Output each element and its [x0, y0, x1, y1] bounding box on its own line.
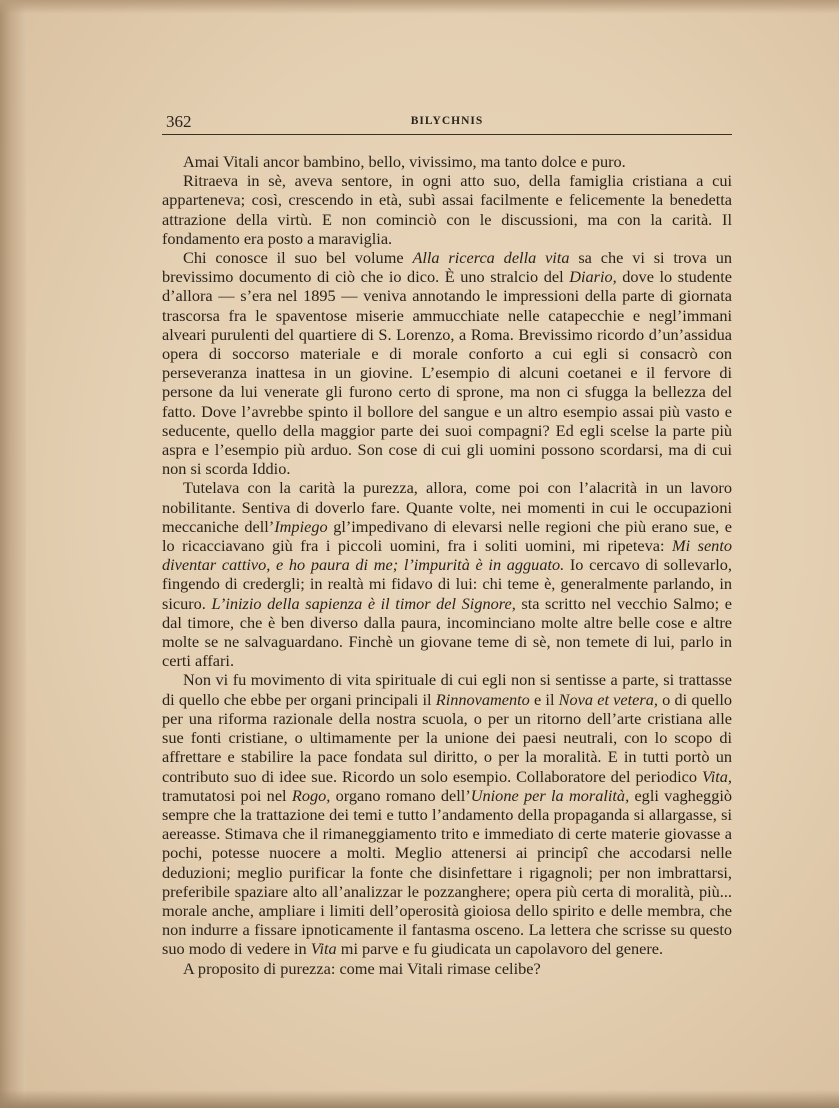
header-rule	[162, 134, 732, 135]
paragraph	[162, 478, 732, 670]
italic-text-run: Vita,	[702, 766, 732, 786]
text-run: Amai Vitali ancor bambino, bello, vivissimo, ma tanto dolce e puro.	[183, 152, 626, 171]
text-run: Io cercavo di sollevarlo, fingendo di credergli; in realtà mi fidavo di lui: chi teme è, generalmente parlando, in sicuro.	[162, 555, 733, 613]
text-run: A proposito di purezza: come mai Vitali rimase celibe?	[183, 958, 541, 978]
page-header	[162, 110, 732, 134]
paragraph	[162, 152, 732, 171]
text-run: Chi conosce il suo bel volume	[183, 248, 413, 268]
italic-text-run: Vita	[310, 939, 337, 959]
body-text	[162, 152, 732, 978]
paragraph	[162, 670, 732, 958]
text-run: egli vagheggiò sempre che la trattazione dei temi e tutto l’andamento della propaganda si allargasse, si aereasse. Stimava che il rimaneggiamento trito e immediato di certe materie giovasse a pochi, potesse nuocere a molti. Meglio attenersi ai principî che accodarsi nelle deduzioni; meglio purificar la fonte che disinfettare i rigagnoli; per non imbrattarsi, preferibile spaziare alto all’analizzar le pozzanghere; opera più certa di moralità, più... morale anche, ampliare i limiti dell’operosità gioiosa dello spirito e delle membra, che non indurre a fissare ipnoticamente il fantasma osceno. La lettera che scrisse su questo suo modo di vedere in	[162, 785, 732, 959]
page-spine-shadow	[0, 0, 26, 1108]
text-run: sta scritto nel vecchio Salmo; e dal timore, che è ben diverso dalla paura, incominciano molte altre belle cose e altre molte se ne salvaguardano. Finchè un giovane teme di sè, non temete di lui, parlo in certi affari.	[162, 593, 732, 671]
italic-text-run: Rogo,	[291, 785, 331, 805]
text-run: o di quello per una riforma razionale della nostra scuola, o per un ritorno dell’arte cristiana alle sue fonti cristiane, o ultimamente per la unione dei paesi neutrali, con lo scopo di affrettare e stabilire la pace fondata sul diritto, o per la moralità. E in tutti portò un contributo suo di idee sue. Ricordo un solo esempio. Collaboratore del periodico	[162, 689, 733, 786]
paragraph	[162, 959, 732, 978]
text-run: Ritraeva in sè, aveva sentore, in ogni atto suo, della famiglia cristiana a cui apparteneva; così, crescendo in età, subì assai facilmente e felicemente la benedetta attrazione della virtù. E non cominciò con le discussioni, ma con la carità. Il fondamento era posto a maraviglia.	[162, 171, 732, 248]
page-number: 362	[166, 112, 192, 131]
italic-text-run: Diario,	[569, 267, 617, 287]
page-bottom-edge	[0, 1090, 839, 1108]
italic-text-run: Unione per la moralità,	[470, 785, 630, 805]
text-run: e il	[529, 689, 559, 709]
page-top-edge	[0, 0, 839, 14]
italic-text-run: Nova et vetera,	[558, 689, 658, 709]
text-run: organo romano dell’	[330, 785, 471, 805]
paragraph	[162, 171, 732, 248]
italic-text-run: Rinnovamento	[435, 689, 530, 709]
text-run: dove lo studente d’allora — s’era nel 1895 — veniva annotando le impressioni della parte di giornata trascorsa fra le spaventose miserie ammucchiate nelle catapecchie e negl’immani alveari purulenti del quartiere di S. Lorenzo, a Roma. Brevissimo ricordo d’un’assidua opera di soccorso materiale e di morale conforto a cui egli si consacrò con perseveranza inattesa in un giovine. L’esempio di alcuni coetanei e il fervore di persone da lui venerate gli furono certo di sprone, ma non ci sfugga la bellezza del fatto. Dove l’avrebbe spinto il bollore del sangue e un altro esempio assai più vasto e seducente, quello della maggior parte dei suoi compagni? Ed egli scelse la parte più aspra e l’esempio più arduo. Son cose di cui gli uomini possono scordarsi, ma di cui non si scorda Iddio.	[162, 267, 732, 479]
text-run: tramutatosi poi nel	[162, 785, 292, 805]
italic-text-run: L’inizio della sapienza è il timor del Signore,	[211, 593, 516, 613]
italic-text-run: Alla ricerca della vita	[412, 248, 570, 268]
text-run: Non vi fu movimento di vita spirituale di cui egli non si sentisse a parte, si trattasse di quello che ebbe per organi principali il	[162, 670, 732, 709]
text-run: sa che vi si trova un brevissimo documento di ciò che io dico. È uno stralcio del	[162, 248, 732, 287]
text-run: Tutelava con la carità la purezza, allora, come poi con l’alacrità in un lavoro nobilitante. Sentiva di doverlo fare. Quante volte, nei momenti in cui le occupazioni meccaniche dell’	[162, 478, 732, 536]
text-run: gl’impedivano di elevarsi nelle regioni che più erano sue, e lo ricacciavano giù fra i piccoli uomini, fra i soliti uomini, mi ripeteva:	[162, 516, 732, 556]
text-run: mi parve e fu giudicata un capolavoro del genere.	[336, 939, 664, 959]
running-title: BILYCHNIS	[410, 115, 484, 127]
italic-text-run: Impiego	[274, 516, 328, 536]
paragraph	[162, 248, 732, 478]
italic-text-run: Mi sento diventar cattivo, e ho paura di me; l’impurità è in agguato.	[162, 536, 732, 575]
